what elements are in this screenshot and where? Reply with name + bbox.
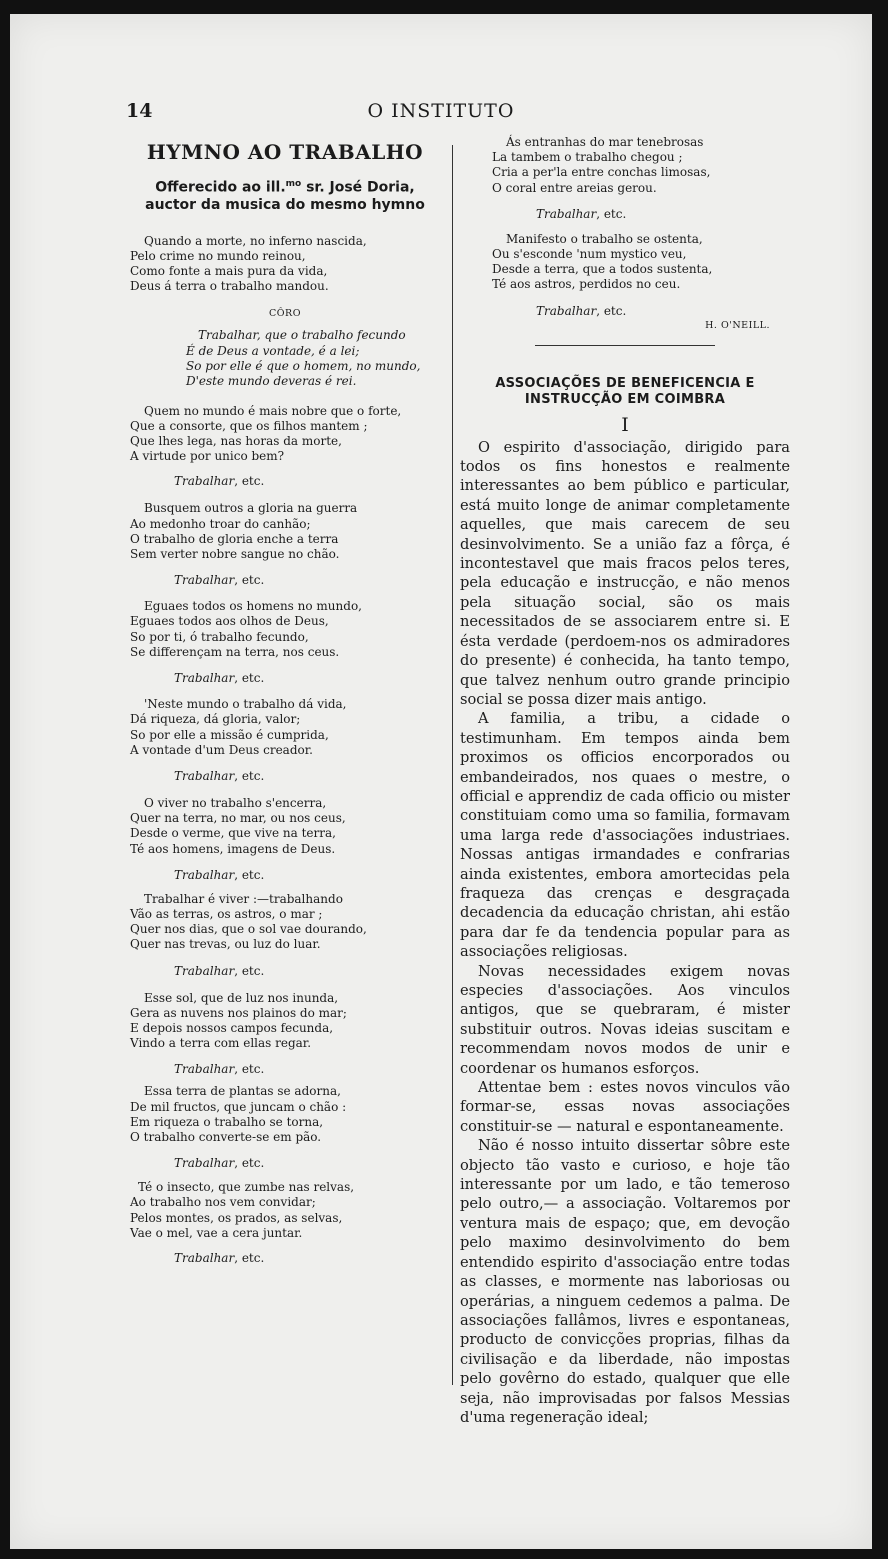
verse-line: Quem no mundo é mais nobre que o forte, [144,403,402,418]
verse-line: O viver no trabalho s'encerra, [144,795,327,810]
refrain: Trabalhar, etc. [174,1250,265,1265]
chorus-line: D'este mundo deveras é rei. [186,374,357,389]
stanza-5 [130,697,440,758]
paragraph: Attentae bem : estes novos vinculos vão formar-se, essas novas associações constituir-se — natural e espontaneamente. [460,1079,790,1135]
article-title: ASSOCIAÇÕES DE BENEFICENCIA E INSTRUCÇÃO EM COIMBRA [495,375,755,407]
verse-line: Vão as terras, os astros, o mar ; [130,906,323,921]
verse-line: Se differençam na terra, nos ceus. [130,644,340,659]
refrain: Trabalhar, etc. [174,963,265,978]
stanza-11 [460,135,790,196]
refrain: Trabalhar, etc. [174,474,265,489]
dedication-pre: Offerecido ao ill. [155,179,286,196]
stanza-10 [130,1180,440,1241]
verse-line: O trabalho de gloria enche a terra [130,531,339,546]
hymn-title: HYMNO AO TRABALHO [146,140,424,164]
verse-line: Vae o mel, vae a cera juntar. [130,1225,303,1240]
running-title: O INSTITUTO [367,100,515,122]
verse-line: Desde a terra, que a todos sustenta, [492,262,713,277]
verse-line: Manifesto o trabalho se ostenta, [506,231,703,246]
verse-line: O trabalho converte-se em pão. [130,1129,322,1144]
verse-line: De mil fructos, que juncam o chão : [130,1099,347,1114]
stanza-4 [130,599,440,660]
refrain: Trabalhar, etc. [174,573,265,588]
left-column [130,140,440,1265]
verse-line: Eguaes todos aos olhos de Deus, [130,614,329,629]
paragraph: Não é nosso intuito dissertar sôbre este objecto tão vasto e curioso, e hoje tão interessante por um lado, e tão temeroso pelo outro,— a associação. Voltaremos por ventura mais de espaço; que, em devoção pelo maximo desinvolvimento do bem entendido espirito d'associação entre todas as classes, e mormente nas laboriosas ou operárias, a ninguem cedemos a palma. De associações fallâmos, livres e espontaneas, producto de convicções proprias, filhas da civilisação e da liberdade, não impostas pelo govêrno do estado, qualquer que elle seja, não improvisadas por falsos Messias d'uma regeneração ideal; [460,1137,790,1426]
verse-line: So por elle a missão é cumprida, [130,727,329,742]
page-number: 14 [126,100,153,122]
refrain: Trabalhar, etc. [536,206,627,221]
stanza-1 [130,234,440,295]
dedication-post: sr. José Doria, auctor da musica do mesmo hymno [145,179,425,213]
verse-line: Cria a per'la entre conchas limosas, [492,165,711,180]
right-column [460,135,790,1427]
stanza-8 [130,991,440,1052]
refrain: Trabalhar, etc. [174,1156,265,1171]
verse-line: Vindo a terra com ellas regar. [130,1036,312,1051]
verse-line: Quando a morte, no inferno nascida, [144,233,367,248]
verse-line: Pelo crime no mundo reinou, [130,248,306,263]
verse-line: So por ti, ó trabalho fecundo, [130,629,309,644]
verse-line: Essa terra de plantas se adorna, [144,1084,341,1099]
verse-line: Dá riqueza, dá gloria, valor; [130,712,301,727]
verse-line: Quer nos dias, que o sol vae dourando, [130,922,367,937]
verse-line: Ás entranhas do mar tenebrosas [506,135,704,149]
paragraph: Novas necessidades exigem novas especies d'associações. Aos vinculos antigos, que se quebraram, é mister substituir outros. Novas ideias suscitam e recommendam novos modos de unir e coordenar os humanos esforços. [460,962,790,1077]
verse-line: A vontade d'um Deus creador. [130,742,313,757]
paragraph: A familia, a tribu, a cidade o testimunham. Em tempos ainda bem proximos os officios encorporados ou embandeirados, nos quaes o mestre, o official e apprendiz de cada officio ou mister constituiam como uma so familia, formavam uma larga rede d'associações industriaes. Nossas antigas irmandades e confrarias ainda existentes, embora amortecidas pela fraqueza das crenças e desgraçada decadencia da educação christan, ahi estão para dar fe da tendencia popular para as associações religiosas. [460,710,790,961]
verse-line: Que lhes lega, nas horas da morte, [130,434,342,449]
verse-line: E depois nossos campos fecunda, [130,1020,334,1035]
verse-line: Que a consorte, que os filhos mantem ; [130,418,368,433]
verse-line: Té aos homens, imagens de Deus. [130,841,336,856]
verse-line: Busquem outros a gloria na guerra [144,501,358,516]
coro-label: CÔRO [269,308,301,320]
verse-line: Quer nas trevas, ou luz do luar. [130,937,321,952]
verse-line: Em riqueza o trabalho se torna, [130,1114,324,1129]
running-header [10,100,872,124]
verse-line: Trabalhar é viver :—trabalhando [144,891,343,906]
verse-line: Ao trabalho nos vem convidar; [130,1195,316,1210]
verse-line: Gera as nuvens nos plainos do mar; [130,1005,347,1020]
verse-line: Té o insecto, que zumbe nas relvas, [138,1180,355,1195]
chorus-line: Trabalhar, que o trabalho fecundo [198,328,406,343]
column-divider [452,145,453,1385]
dedication-sup: mo [285,179,302,189]
verse-line: Esse sol, que de luz nos inunda, [144,990,339,1005]
stanza-9 [130,1084,440,1145]
chorus-line: É de Deus a vontade, é a lei; [186,343,360,358]
verse-line: Como fonte a mais pura da vida, [130,264,328,279]
stanza-2 [130,404,440,465]
refrain: Trabalhar, etc. [174,867,265,882]
stanza-3 [130,501,440,562]
verse-line: Eguaes todos os homens no mundo, [144,599,362,614]
verse-line: Ao medonho troar do canhão; [130,516,311,531]
verse-line: Ou s'esconde 'num mystico veu, [492,247,687,262]
section-separator [535,345,715,348]
verse-line: Té aos astros, perdidos no ceu. [492,277,681,292]
stanza-7 [130,892,440,953]
paragraph: O espirito d'associação, dirigido para todos os fins honestos e realmente interessantes ao bem público e particular, está muito longe de animar completamente aquelles, que mais carecem de seu desinvolvimento. Se a união faz a fôrça, é incontestavel que mais fracos pelos teres, pela educação e instrucção, e não menos pela situação social, são os mais necessitados de se associarem entre si. E ésta verdade (perdoem-nos os admiradores do presente) é conhecida, ha tanto tempo, que talvez nenhum outro grande principio social se possa dizer mais antigo. [460,438,790,708]
verse-line: Deus á terra o trabalho mandou. [130,279,329,294]
stanza-12 [460,232,790,293]
hymn-dedication [130,176,440,214]
chorus-line: So por elle é que o homem, no mundo, [186,359,421,374]
author-signature: H. O'NEILL. [705,319,770,331]
refrain: Trabalhar, etc. [174,671,265,686]
refrain: Trabalhar, etc. [174,1062,265,1077]
verse-line: O coral entre areias gerou. [492,180,657,195]
verse-line: Sem verter nobre sangue no chão. [130,547,340,562]
verse-line: La tambem o trabalho chegou ; [492,150,683,165]
chorus [130,328,440,389]
verse-line: Desde o verme, que vive na terra, [130,826,336,841]
refrain: Trabalhar, etc. [174,768,265,783]
section-number: I [621,413,629,436]
stanza-6 [130,796,440,857]
refrain: Trabalhar, etc. [536,303,627,318]
verse-line: A virtude por unico bem? [130,449,285,464]
verse-line: 'Neste mundo o trabalho dá vida, [144,697,347,712]
article-body [460,438,790,1428]
verse-line: Pelos montes, os prados, as selvas, [130,1210,343,1225]
verse-line: Quer na terra, no mar, ou nos ceus, [130,811,346,826]
